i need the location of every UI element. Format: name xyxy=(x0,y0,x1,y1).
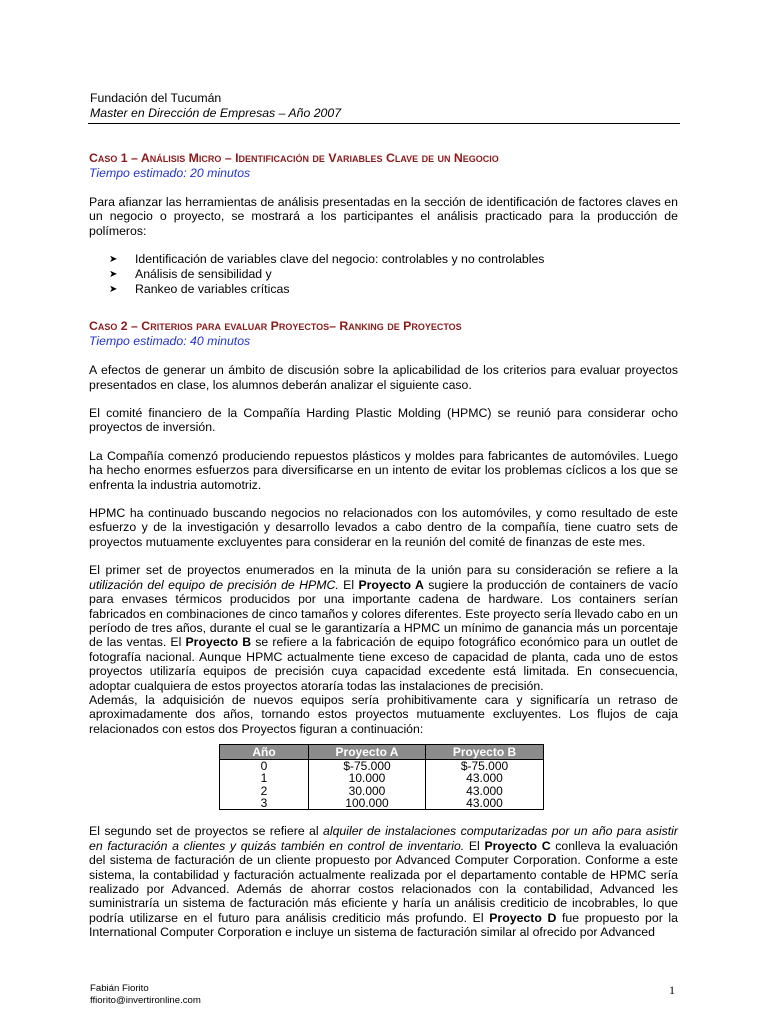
column-header-project-b: Proyecto B xyxy=(426,745,544,760)
footer-email: ffiorito@invertironline.com xyxy=(90,995,201,1006)
cash-flow-table xyxy=(219,744,544,810)
header-divider xyxy=(88,123,680,124)
case2-title: Caso 2 – Criterios para evaluar Proyectos– Ranking de Proyectos xyxy=(89,319,462,334)
arrow-bullet-icon: ➤ xyxy=(109,269,118,281)
document-body xyxy=(89,151,678,954)
case2-paragraph-7: El segundo set de proyectos se refiere al alquiler de instalaciones computarizadas por un año para asistir en facturación a clientes y quizás también en control de inventario. El Proyecto C conlleva la evaluación del sistema de facturación de un cliente propuesto por Advanced Computer Corporation. Conforme a este sistema, la contabilidad y facturación actualmente realizada por el departamento contable de HPMC sería realizado por Advanced. Además de ahorrar costos relacionados con la contabilidad, Advanced les suministraría un sistema de facturación más eficiente y haría un análisis crediticio de incobrables, lo que podría utilizarse en el futuro para análisis crediticio más profundo. El Proyecto D fue propuesto por la International Computer Corporation e incluye un sistema de facturación similar al ofrecido por Advanced xyxy=(89,824,679,940)
case1-title: Caso 1 – Análisis Micro – Identificación de Variables Clave de un Negocio xyxy=(89,151,499,165)
case2-paragraph-1: A efectos de generar un ámbito de discusión sobre la aplicabilidad de los criterios para evaluar proyectos presentados en clase, los alumnos deberán analizar el siguiente caso. xyxy=(89,363,678,392)
case2-paragraph-6: Además, la adquisición de nuevos equipos sería prohibitivamente cara y significaría un retraso de aproximadamente dos años, tornando estos proyectos mutuamente excluyentes. Los flujos de caja relacionados con estos dos Proyectos figuran a continuación: xyxy=(89,692,678,736)
page-number: 1 xyxy=(669,983,675,997)
arrow-bullet-icon: ➤ xyxy=(109,254,118,266)
table-row: 2 30.000 43.000 xyxy=(220,785,544,797)
case1-intro: Para afianzar las herramientas de análisis presentadas en la sección de identificación de factores claves en un negocio o proyecto, se mostrará a los participantes el análisis practicado para la producción de polímeros: xyxy=(89,195,678,238)
case1-bullet-list xyxy=(89,252,678,297)
list-item: ➤ Identificación de variables clave del negocio: controlables y no controlables xyxy=(109,252,545,267)
table-row: 1 10.000 43.000 xyxy=(220,772,544,784)
table-row: 0 $-75.000 $-75.000 xyxy=(220,760,544,773)
page-header xyxy=(90,91,680,121)
table-header-row xyxy=(220,745,544,760)
case2-paragraph-5: El primer set de proyectos enumerados en la minuta de la unión para su consideración se refiere a la utilización del equipo de precisión de HPMC. El Proyecto A sugiere la producción de containers de vacío para envases térmicos producidos por una importante cadena de hardware. Los containers serían fabricados en combinaciones de cinco tamaños y colores diferentes. Este proyecto sería llevado cabo en un período de tres años, durante el cual se le garantizaría a HPMC un mínimo de ganancia más un porcentaje de las ventas. El Proyecto B se refiere a la fabricación de equipo fotográfico económico para un outlet de fotografía nacional. Aunque HPMC actualmente tiene exceso de capacidad de planta, cada uno de estos proyectos utilizaría equipos de precisión cuya capacidad excedente está limitada. En consecuencia, adoptar cualquiera de estos proyectos atoraría todas las instalaciones de precisión. xyxy=(89,563,678,693)
page-footer xyxy=(90,983,201,1007)
list-item: ➤ Análisis de sensibilidad y xyxy=(109,267,272,282)
header-org: Fundación del Tucumán xyxy=(90,91,222,105)
arrow-bullet-icon: ➤ xyxy=(109,284,118,296)
case2-paragraph-4: HPMC ha continuado buscando negocios no relacionados con los automóviles, y como resultado de este esfuerzo y de la investigación y desarrollo levados a cabo dentro de la compañía, tiene cuatro sets de proyectos mutuamente excluyentes para considerar en la reunión del comité de finanzas de este mes. xyxy=(89,506,678,549)
case2-time: Tiempo estimado: 40 minutos xyxy=(89,334,251,349)
list-item: ➤ Rankeo de variables críticas xyxy=(109,282,290,297)
case2-paragraph-2: El comité financiero de la Compañía Harding Plastic Molding (HPMC) se reunió para considerar ocho proyectos de inversión. xyxy=(89,406,678,435)
header-program: Master en Dirección de Empresas – Año 2007 xyxy=(90,106,342,120)
column-header-year: Año xyxy=(220,745,309,760)
case1-time: Tiempo estimado: 20 minutos xyxy=(89,166,251,180)
case2-paragraph-3: La Compañía comenzó produciendo repuestos plásticos y moldes para fabricantes de automóviles. Luego ha hecho enormes esfuerzos para diversificarse en un intento de evitar los problemas cíclicos a los que se enfrenta la industria automotriz. xyxy=(89,448,678,492)
table-row: 3 100.000 43.000 xyxy=(220,797,544,810)
footer-author: Fabián Fiorito xyxy=(90,983,149,994)
column-header-project-a: Proyecto A xyxy=(309,745,426,760)
